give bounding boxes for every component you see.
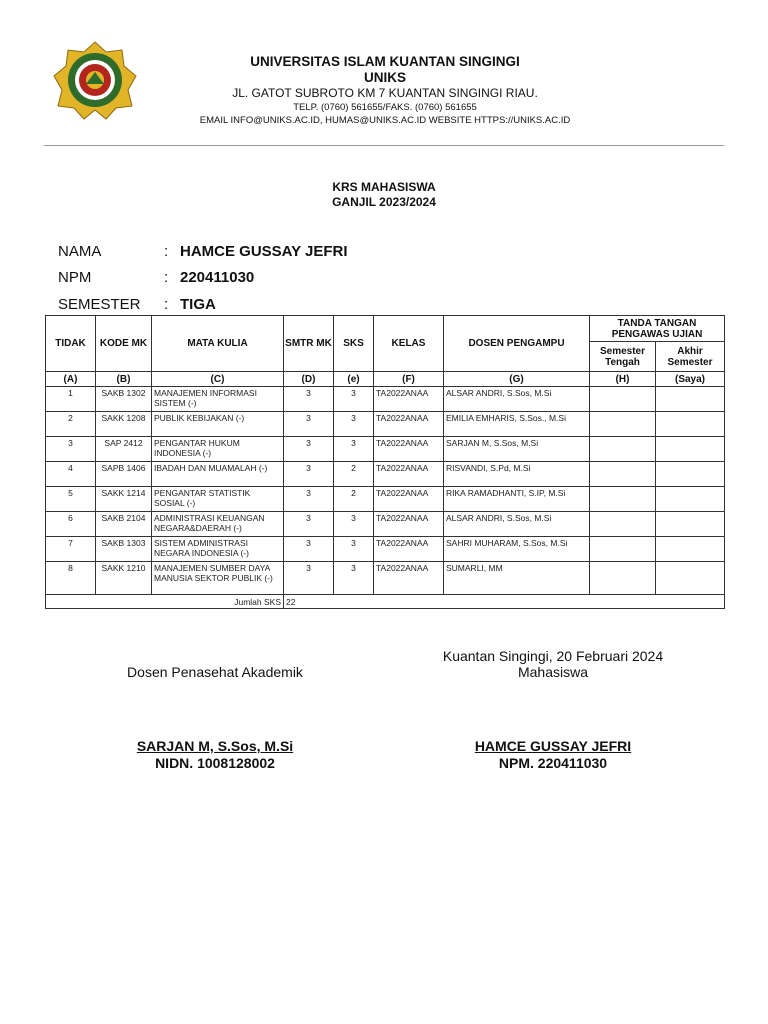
cell-sks: 3 <box>334 412 374 437</box>
cell-kelas: TA2022ANAA <box>374 512 444 537</box>
cell-mata-kuliah: PUBLIK KEBIJAKAN (-) <box>152 412 284 437</box>
document-title <box>0 180 768 210</box>
cell-kode: SAKK 1208 <box>96 412 152 437</box>
th-smtr: SMTR MK <box>284 316 334 372</box>
cell-kelas: TA2022ANAA <box>374 437 444 462</box>
cell-smtr: 3 <box>284 537 334 562</box>
npm-label: NPM <box>58 269 92 287</box>
table-row <box>46 412 725 437</box>
cell-ttd-tengah <box>590 537 656 562</box>
colon: : <box>164 242 169 260</box>
cell-kelas: TA2022ANAA <box>374 412 444 437</box>
table-row <box>46 562 725 595</box>
university-logo <box>50 40 140 120</box>
cell-kelas: TA2022ANAA <box>374 487 444 512</box>
info-row-npm <box>58 265 348 292</box>
colon: : <box>164 269 169 287</box>
student-info <box>58 238 348 318</box>
cell-sks: 3 <box>334 437 374 462</box>
cell-no: 7 <box>46 537 96 562</box>
cell-ttd-akhir <box>656 487 725 512</box>
letter-b: (B) <box>96 372 152 387</box>
semester-label: SEMESTER <box>58 295 141 313</box>
cell-kode: SAKK 1214 <box>96 487 152 512</box>
cell-kelas: TA2022ANAA <box>374 537 444 562</box>
th-no: TIDAK <box>46 316 96 372</box>
cell-smtr: 3 <box>284 462 334 487</box>
cell-mata-kuliah: PENGANTAR HUKUM INDONESIA (-) <box>152 437 284 462</box>
cell-kode: SAKB 2104 <box>96 512 152 537</box>
th-kode: KODE MK <box>96 316 152 372</box>
cell-ttd-tengah <box>590 512 656 537</box>
cell-smtr: 3 <box>284 487 334 512</box>
cell-ttd-akhir <box>656 437 725 462</box>
cell-dosen: SARJAN M, S.Sos, M.Si <box>444 437 590 462</box>
cell-sks: 3 <box>334 562 374 595</box>
university-address: JL. GATOT SUBROTO KM 7 KUANTAN SINGINGI RIAU. <box>232 86 538 100</box>
table-row <box>46 387 725 412</box>
colon: : <box>164 295 169 313</box>
letter-e: (e) <box>334 372 374 387</box>
npm-value: 220411030 <box>180 269 255 287</box>
cell-kode: SAKB 1303 <box>96 537 152 562</box>
university-telp: TELP. (0760) 561655/FAKS. (0760) 561655 <box>293 102 477 113</box>
semester-value: TIGA <box>180 295 216 313</box>
krs-table <box>45 315 725 609</box>
cell-ttd-tengah <box>590 562 656 595</box>
cell-dosen: ALSAR ANDRI, S.Sos, M.Si <box>444 512 590 537</box>
cell-no: 2 <box>46 412 96 437</box>
nama-value: HAMCE GUSSAY JEFRI <box>180 242 348 260</box>
university-name: UNIVERSITAS ISLAM KUANTAN SINGINGI <box>250 54 520 69</box>
cell-kode: SAKK 1210 <box>96 562 152 595</box>
cell-ttd-akhir <box>656 512 725 537</box>
cell-sks: 2 <box>334 462 374 487</box>
cell-kode: SAPB 1406 <box>96 462 152 487</box>
th-sks: SKS <box>334 316 374 372</box>
cell-ttd-tengah <box>590 437 656 462</box>
table-row <box>46 462 725 487</box>
student-npm: NPM. 220411030 <box>498 755 608 771</box>
cell-mata-kuliah: SISTEM ADMINISTRASI NEGARA INDONESIA (-) <box>152 537 284 562</box>
letterhead <box>140 54 630 127</box>
advisor-name: SARJAN M, S.Sos, M.Si <box>136 738 294 754</box>
cell-smtr: 3 <box>284 412 334 437</box>
cell-dosen: ALSAR ANDRI, S.Sos, M.Si <box>444 387 590 412</box>
letter-g: (G) <box>444 372 590 387</box>
th-mata-kuliah: MATA KULIA <box>152 316 284 372</box>
info-row-nama <box>58 238 348 265</box>
th-dosen: DOSEN PENGAMPU <box>444 316 590 372</box>
cell-smtr: 3 <box>284 387 334 412</box>
cell-mata-kuliah: IBADAH DAN MUAMALAH (-) <box>152 462 284 487</box>
cell-dosen: RIKA RAMADHANTI, S.IP, M.Si <box>444 487 590 512</box>
table-row <box>46 437 725 462</box>
university-short: UNIKS <box>363 70 406 85</box>
table-total-row <box>46 595 725 609</box>
cell-dosen: RISVANDI, S.Pd, M.Si <box>444 462 590 487</box>
cell-ttd-akhir <box>656 462 725 487</box>
cell-ttd-akhir <box>656 412 725 437</box>
place-date: Kuantan Singingi, 20 Februari 2024 <box>442 648 664 664</box>
table-header-row <box>46 316 725 342</box>
cell-smtr: 3 <box>284 512 334 537</box>
cell-kode: SAP 2412 <box>96 437 152 462</box>
cell-ttd-tengah <box>590 387 656 412</box>
cell-no: 4 <box>46 462 96 487</box>
university-email: EMAIL INFO@UNIKS.AC.ID, HUMAS@UNIKS.AC.ID WEBSITE HTTPS://UNIKS.AC.ID <box>199 115 571 126</box>
th-tanda-tangan: TANDA TANGAN PENGAWAS UJIAN <box>590 316 725 342</box>
letter-i: (Saya) <box>656 372 725 387</box>
total-sks-label: Jumlah SKS <box>46 595 284 609</box>
cell-sks: 3 <box>334 537 374 562</box>
info-row-semester <box>58 291 348 318</box>
table-row <box>46 512 725 537</box>
cell-mata-kuliah: ADMINISTRASI KEUANGAN NEGARA&DAERAH (-) <box>152 512 284 537</box>
cell-kelas: TA2022ANAA <box>374 462 444 487</box>
letter-a: (A) <box>46 372 96 387</box>
cell-mata-kuliah: PENGANTAR STATISTIK SOSIAL (-) <box>152 487 284 512</box>
cell-no: 8 <box>46 562 96 595</box>
cell-ttd-tengah <box>590 462 656 487</box>
letter-d: (D) <box>284 372 334 387</box>
cell-sks: 3 <box>334 387 374 412</box>
cell-mata-kuliah: MANAJEMEN SUMBER DAYA MANUSIA SEKTOR PUBLIK (-) <box>152 562 284 595</box>
cell-mata-kuliah: MANAJEMEN INFORMASI SISTEM (-) <box>152 387 284 412</box>
cell-dosen: SUMARLI, MM <box>444 562 590 595</box>
doc-title-text: KRS MAHASISWA <box>332 180 436 194</box>
header-divider <box>44 145 724 146</box>
cell-ttd-tengah <box>590 487 656 512</box>
th-akhir-semester: Akhir Semester <box>656 342 725 372</box>
advisor-nidn: NIDN. 1008128002 <box>155 755 275 771</box>
nama-label: NAMA <box>58 242 102 260</box>
cell-smtr: 3 <box>284 562 334 595</box>
student-role: Mahasiswa <box>517 664 589 680</box>
cell-no: 1 <box>46 387 96 412</box>
cell-kelas: TA2022ANAA <box>374 562 444 595</box>
cell-ttd-akhir <box>656 537 725 562</box>
cell-dosen: EMILIA EMHARIS, S.Sos., M.Si <box>444 412 590 437</box>
advisor-role: Dosen Penasehat Akademik <box>127 664 303 680</box>
cell-ttd-akhir <box>656 387 725 412</box>
table-letter-row <box>46 372 725 387</box>
table-row <box>46 537 725 562</box>
cell-kelas: TA2022ANAA <box>374 387 444 412</box>
cell-ttd-tengah <box>590 412 656 437</box>
cell-sks: 3 <box>334 512 374 537</box>
letter-h: (H) <box>590 372 656 387</box>
cell-ttd-akhir <box>656 562 725 595</box>
cell-smtr: 3 <box>284 437 334 462</box>
letter-f: (F) <box>374 372 444 387</box>
th-semester-tengah: Semester Tengah <box>590 342 656 372</box>
cell-dosen: SAHRI MUHARAM, S.Sos, M.Si <box>444 537 590 562</box>
cell-no: 6 <box>46 512 96 537</box>
total-sks-value: 22 <box>284 595 725 609</box>
table-row <box>46 487 725 512</box>
letter-c: (C) <box>152 372 284 387</box>
student-name: HAMCE GUSSAY JEFRI <box>474 738 632 754</box>
cell-no: 5 <box>46 487 96 512</box>
cell-sks: 2 <box>334 487 374 512</box>
th-kelas: KELAS <box>374 316 444 372</box>
cell-no: 3 <box>46 437 96 462</box>
doc-period-text: GANJIL 2023/2024 <box>332 195 436 209</box>
cell-kode: SAKB 1302 <box>96 387 152 412</box>
